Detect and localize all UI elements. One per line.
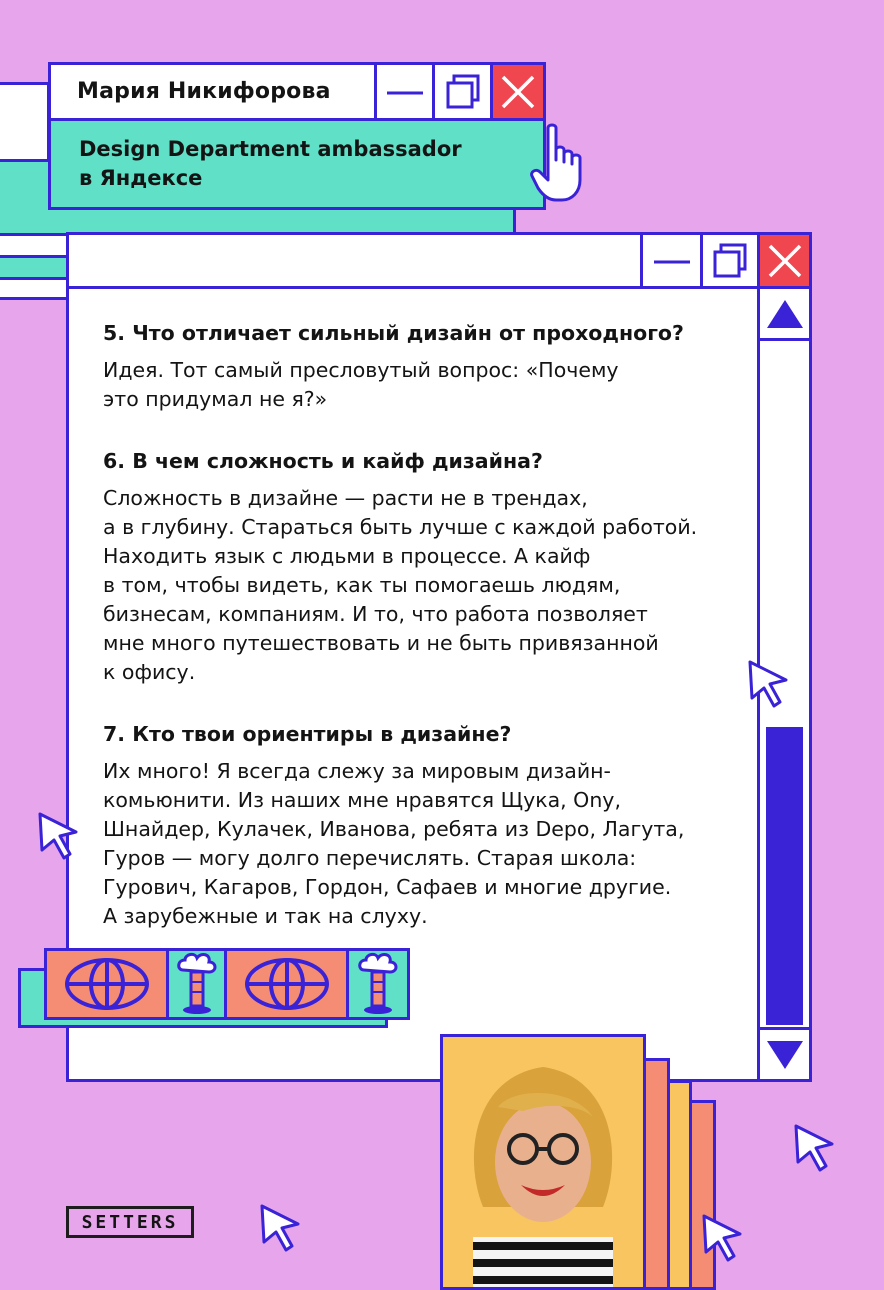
header-role-line1: Design Department ambassador — [79, 137, 462, 161]
header-role — [79, 135, 462, 193]
question-6: 6. В чем сложность и кайф дизайна? — [103, 449, 543, 473]
maximize-icon — [443, 72, 483, 112]
header-titlebar — [51, 65, 543, 121]
mushroom-cloud-icon — [356, 952, 400, 1016]
question-5: 5. Что отличает сильный дизайн от проходного? — [103, 321, 684, 345]
arrow-down-icon — [765, 1038, 805, 1072]
answer-6: Сложность в дизайне — расти не в трендах, а в глубину. Стараться быть лучше с каждой работой. Находить язык с людьми в процессе. А кайф в том, чтобы видеть, как ты помогаешь людям, бизнесам, компаниям. И то, что работа позволяет мне много путешествовать и не быть привязанной к офису. — [103, 486, 698, 684]
maximize-icon — [710, 241, 750, 281]
globe-icon — [62, 956, 152, 1012]
setters-logo: SETTERS — [66, 1206, 194, 1238]
header-window — [48, 62, 546, 210]
question-7: 7. Кто твои ориентиры в дизайне? — [103, 722, 512, 746]
header-role-line2: в Яндексе — [79, 166, 203, 190]
answer-5: Идея. Тот самый пресловутый вопрос: «Почему это придумал не я?» — [103, 358, 619, 411]
portrait-photo — [440, 1034, 646, 1290]
globe-tile-1 — [47, 951, 169, 1017]
globe-tile-2 — [227, 951, 349, 1017]
scroll-thumb[interactable] — [766, 727, 803, 1025]
qa-item-5 — [103, 319, 753, 414]
scroll-up-button[interactable] — [760, 289, 809, 341]
answer-7: Их много! Я всегда слежу за мировым дизайн- комьюнити. Из наших мне нравятся Щука, Ony, Шнайдер, Кулачек, Иванова, ребята из Depo, Лагута, Гуров — могу долго перечислять. Старая школа: Гурович, Кагаров, Гордон, Сафаев и многие другие. А зарубежные и так на слуху. — [103, 759, 685, 928]
strip-window — [44, 948, 410, 1020]
mushroom-cloud-icon — [175, 952, 219, 1016]
cursor-icon — [746, 658, 792, 710]
cursor-icon — [258, 1202, 304, 1254]
main-maximize-button[interactable] — [700, 235, 757, 286]
arrow-up-icon — [765, 297, 805, 331]
hand-pointer-icon — [530, 122, 598, 206]
globe-icon — [242, 956, 332, 1012]
mushroom-tile-1 — [169, 951, 227, 1017]
stack-window-small — [0, 82, 50, 162]
cursor-icon — [700, 1212, 746, 1264]
cursor-icon — [36, 810, 82, 862]
header-close-button[interactable] — [490, 65, 543, 118]
portrait-image — [443, 1037, 643, 1287]
minimize-icon — [652, 246, 692, 276]
scroll-down-button[interactable] — [760, 1027, 809, 1079]
main-minimize-button[interactable] — [640, 235, 700, 286]
main-titlebar — [69, 235, 809, 289]
header-minimize-button[interactable] — [374, 65, 432, 118]
qa-item-7 — [103, 720, 753, 931]
minimize-icon — [385, 77, 425, 107]
main-close-button[interactable] — [757, 235, 809, 286]
header-name: Мария Никифорова — [77, 79, 331, 104]
mushroom-tile-2 — [349, 951, 407, 1017]
main-content — [103, 319, 753, 964]
cursor-icon — [792, 1122, 838, 1174]
close-icon — [498, 72, 538, 112]
close-icon — [765, 241, 805, 281]
qa-item-6 — [103, 447, 753, 687]
header-maximize-button[interactable] — [432, 65, 490, 118]
